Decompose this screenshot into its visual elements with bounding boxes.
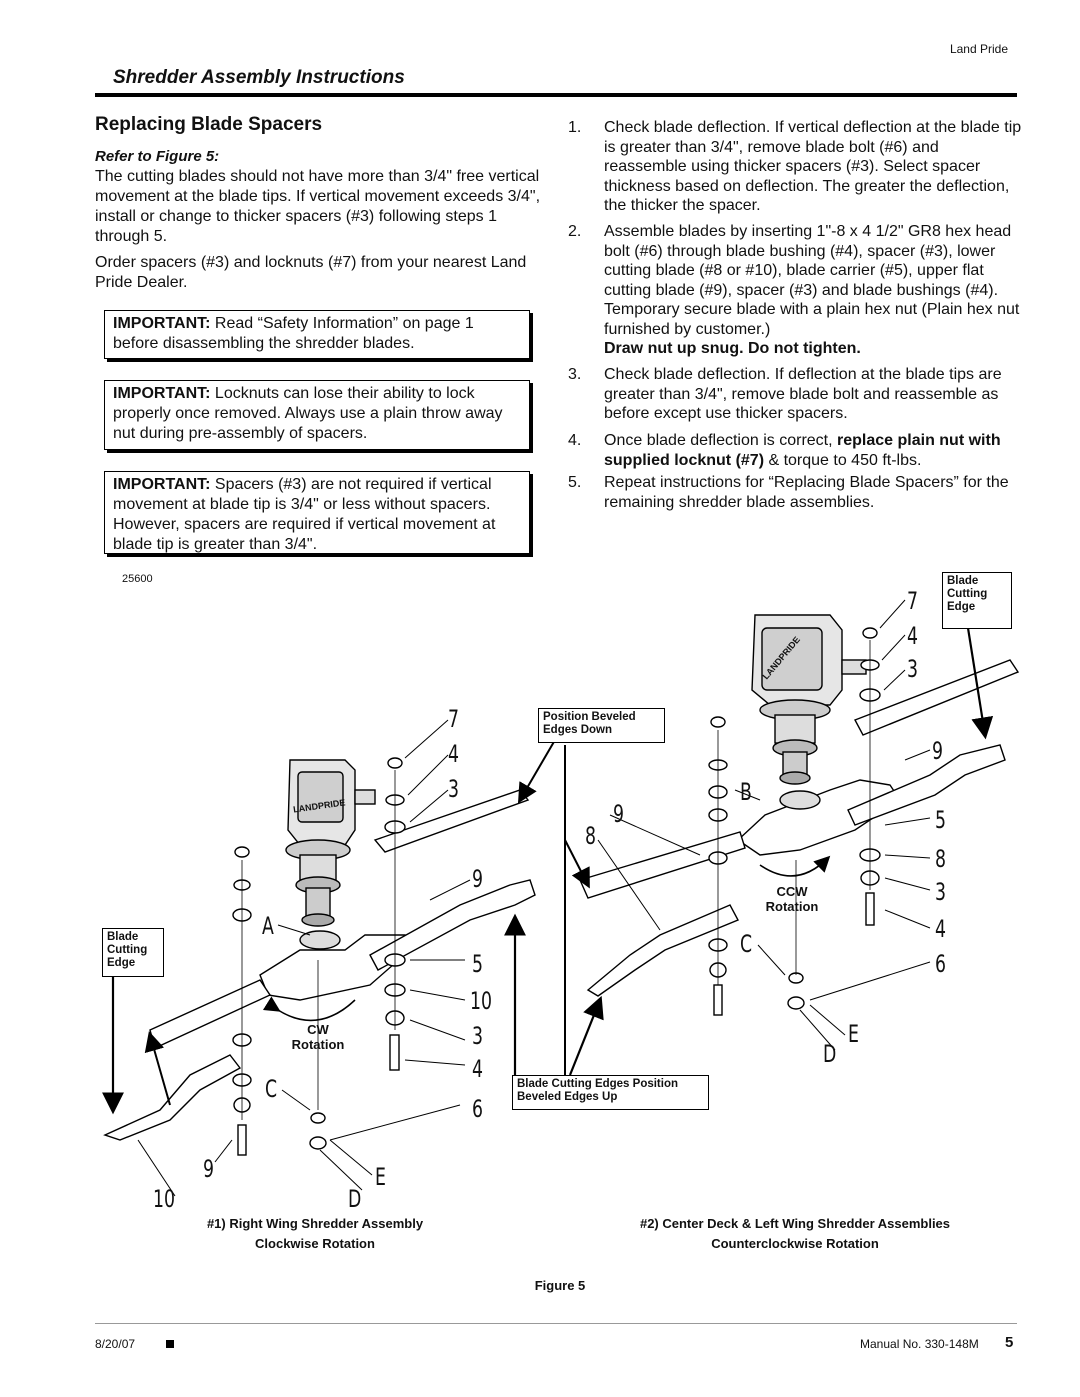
part-label: 8 bbox=[585, 822, 597, 850]
footer-rule bbox=[95, 1323, 1017, 1324]
step-text: Check blade deflection. If deflection at the blade tips are greater than 3/4", remove blade bolt and reassemble as before except use thicker spacers. bbox=[604, 366, 1002, 422]
caption-clockwise: Clockwise Rotation bbox=[255, 1236, 375, 1251]
footer-manual-number: Manual No. 330-148M bbox=[860, 1337, 979, 1351]
part-label: 10 bbox=[470, 987, 492, 1015]
part-label: 4 bbox=[935, 915, 947, 943]
caption-right-wing: #1) Right Wing Shredder Assembly bbox=[206, 1216, 424, 1231]
caption-counterclockwise: Counterclockwise Rotation bbox=[711, 1236, 879, 1251]
ccw-rotation: Rotation bbox=[765, 899, 819, 914]
important-box-safety bbox=[104, 310, 530, 359]
important-label: IMPORTANT: bbox=[113, 315, 211, 332]
gearbox-left bbox=[286, 760, 375, 926]
header-rule bbox=[95, 93, 1017, 97]
step-bold-text: replace plain nut with supplied locknut (#7) bbox=[604, 432, 1001, 469]
part-label: 4 bbox=[907, 622, 919, 650]
part-label: 3 bbox=[448, 775, 460, 803]
order-paragraph: Order spacers (#3) and locknuts (#7) from your nearest Land Pride Dealer. bbox=[95, 254, 527, 291]
page-number: 5 bbox=[1005, 1334, 1014, 1351]
part-label: 3 bbox=[472, 1022, 484, 1050]
step-1 bbox=[568, 118, 1028, 218]
caption-center-left-wing: #2) Center Deck & Left Wing Shredder Assemblies bbox=[639, 1216, 951, 1231]
part-label: E bbox=[375, 1163, 386, 1191]
important-text: Read “Safety Information” on page 1 before disassembling the shredder blades. bbox=[113, 315, 474, 352]
refer-to-figure: Refer to Figure 5: bbox=[95, 148, 220, 165]
cw-direction: CW bbox=[307, 1022, 329, 1037]
part-label: 7 bbox=[448, 705, 460, 733]
footer-date: 8/20/07 bbox=[95, 1337, 136, 1351]
intro-paragraph: The cutting blades should not have more than 3/4" free vertical movement at the blade tips. If vertical movement exceeds 3/4", install or change to thicker spacers (#3) following steps 1 through 5. bbox=[95, 168, 541, 245]
callout-blade-cutting-edge-right: Blade Cutting Edge bbox=[942, 572, 1012, 629]
brand-name: Land Pride bbox=[949, 42, 1008, 56]
gearbox-right bbox=[752, 615, 866, 784]
important-label: IMPORTANT: bbox=[113, 476, 211, 493]
step-5 bbox=[568, 473, 1028, 513]
part-label: 4 bbox=[448, 740, 460, 768]
cw-label bbox=[283, 1022, 353, 1052]
step-number: 3. bbox=[568, 366, 582, 383]
part-label: 3 bbox=[907, 655, 919, 683]
step-number: 1. bbox=[568, 119, 582, 136]
important-box-spacers bbox=[104, 471, 530, 554]
part-label: 9 bbox=[203, 1155, 215, 1183]
figure-id: 25600 bbox=[122, 573, 153, 585]
step-text: Repeat instructions for “Replacing Blade Spacers” for the remaining shredder blade assemblies. bbox=[604, 474, 1009, 511]
callout-blade-cutting-edges-up: Blade Cutting Edges Position Beveled Edges Up bbox=[512, 1075, 709, 1110]
part-label: 5 bbox=[472, 950, 484, 978]
ccw-direction: CCW bbox=[776, 884, 808, 899]
part-label: 6 bbox=[935, 950, 947, 978]
part-label: C bbox=[740, 930, 753, 958]
important-box-locknuts bbox=[104, 380, 530, 450]
section-title: Shredder Assembly Instructions bbox=[113, 67, 405, 88]
part-label: 6 bbox=[472, 1095, 484, 1123]
step-text: & torque to 450 ft-lbs. bbox=[764, 451, 922, 469]
part-label: 8 bbox=[935, 845, 947, 873]
part-label: A bbox=[262, 912, 274, 940]
part-label: B bbox=[740, 778, 752, 806]
step-number: 4. bbox=[568, 432, 582, 449]
ccw-label bbox=[752, 884, 832, 914]
gearbox-brand-left: LANDPRIDE bbox=[292, 797, 346, 815]
part-label: 9 bbox=[472, 865, 484, 893]
step-text: Assemble blades by inserting 1"-8 x 4 1/2" GR8 hex head bolt (#6) through blade bushing (#4), spacer (#3), lower cutting blade (#8 or #10), blade carrier (#5), upper flat cutting blade (#9), spacer (#3) and blade bushings (#4). Temporary secure blade with a plain hex nut (Plain hex nut furnished by customer.) bbox=[604, 223, 1020, 338]
step-number: 5. bbox=[568, 474, 582, 491]
step-text: Once blade deflection is correct, bbox=[604, 432, 838, 449]
gearbox-brand-right: LANDPRIDE bbox=[760, 634, 802, 682]
important-text: Spacers (#3) are not required if vertical movement at blade tip is 3/4" or less without spacers. However, spacers are required if vertical movement at blade tip is greater than 3/4". bbox=[113, 476, 496, 553]
part-label: 3 bbox=[935, 878, 947, 906]
part-label: C bbox=[265, 1075, 278, 1103]
part-label: 9 bbox=[932, 737, 944, 765]
step-4 bbox=[568, 431, 1028, 471]
part-label: 4 bbox=[472, 1055, 484, 1083]
part-label: 5 bbox=[935, 806, 947, 834]
part-label: 9 bbox=[613, 800, 625, 828]
figure-label: Figure 5 bbox=[534, 1278, 586, 1293]
callout-blade-cutting-edge-left: Blade Cutting Edge bbox=[102, 928, 164, 977]
important-text: Locknuts can lose their ability to lock properly once removed. Always use a plain throw away nut during pre-assembly of spacers. bbox=[113, 385, 503, 442]
cw-rotation: Rotation bbox=[291, 1037, 345, 1052]
part-label: E bbox=[848, 1020, 859, 1048]
step-2 bbox=[568, 222, 1028, 362]
heading-replacing-blade-spacers: Replacing Blade Spacers bbox=[95, 114, 323, 135]
step-bold-text: Draw nut up snug. Do not tighten. bbox=[604, 340, 861, 357]
step-text: Check blade deflection. If vertical deflection at the blade tip is greater than 3/4", remove blade bolt (#6) and reassemble using thicker spacers (#3). Select spacer thickness based on deflection. The greater the deflection, the thicker the spacer. bbox=[604, 119, 1022, 214]
callout-position-beveled-edges-down: Position Beveled Edges Down bbox=[538, 708, 665, 743]
footer-bullet bbox=[166, 1340, 174, 1348]
step-3 bbox=[568, 365, 1028, 425]
part-label: D bbox=[823, 1040, 837, 1068]
important-label: IMPORTANT: bbox=[113, 385, 211, 402]
part-label: 7 bbox=[907, 587, 919, 615]
part-label: D bbox=[348, 1185, 362, 1213]
step-number: 2. bbox=[568, 223, 582, 240]
part-label: 10 bbox=[153, 1185, 175, 1213]
